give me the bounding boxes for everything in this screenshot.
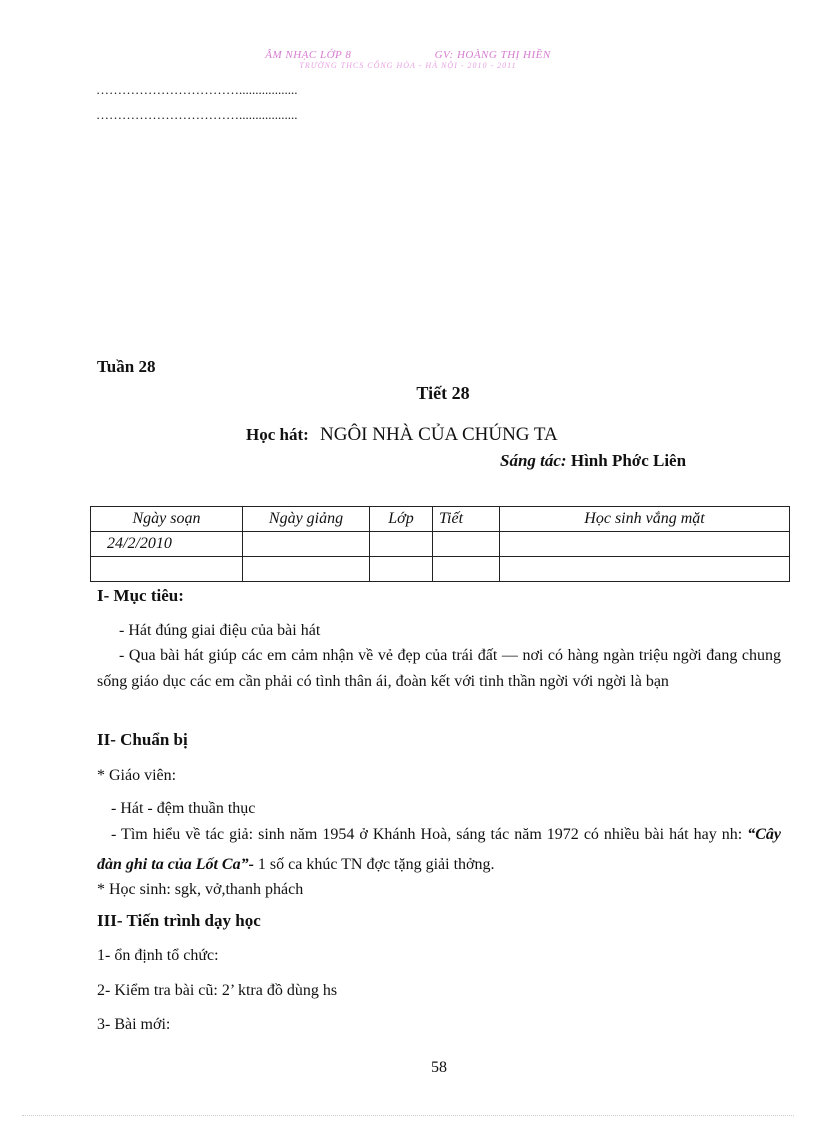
paragraph: 2- Kiểm tra bài cũ: 2’ ktra đồ dùng hs xyxy=(97,982,338,999)
col-header: Ngày giảng xyxy=(243,507,370,532)
paragraph: - Qua bài hát giúp các em cảm nhận về vẻ đẹp của trái đất — nơi có hàng ngàn triệu ngời đang chung sống giáo dục các em cần phải có tình thân ái, đoàn kết với tinh thần ngời với ngời là bạn xyxy=(97,647,781,690)
header-sub: TRƯỜNG THCS CỔNG HÒA - HÀ NỘI - 2010 - 2011 xyxy=(299,61,517,70)
table-cell xyxy=(243,532,370,557)
paragraph: * Giáo viên: xyxy=(97,767,177,784)
section-title: II- Chuẩn bị xyxy=(97,730,188,749)
lesson-plan-table xyxy=(90,506,790,582)
table-cell xyxy=(433,532,500,557)
header-left: ÂM NHẠC LỚP 8 xyxy=(265,49,352,61)
table-cell xyxy=(243,557,370,582)
table-row xyxy=(91,532,790,557)
week-label: Tuần 28 xyxy=(97,357,156,376)
song-title: NGÔI NHÀ CỦA CHÚNG TA xyxy=(320,424,558,445)
table-cell xyxy=(500,532,790,557)
page-divider xyxy=(22,1115,794,1116)
table-row xyxy=(91,557,790,582)
header-right: GV: HOÀNG THỊ HIỀN xyxy=(434,49,551,61)
text: 1 số ca khúc TN đợc tặng giải thởng. xyxy=(253,856,495,873)
song-reference: “Cây đàn ghi ta của Lốt Ca”- xyxy=(97,826,781,873)
table-header-row xyxy=(91,507,790,532)
col-header: Ngày soạn xyxy=(91,507,243,532)
col-header: Lớp xyxy=(370,507,433,532)
text: - Tìm hiểu về tác giả: sinh năm 1954 ở Khánh Hoà, sáng tác năm 1972 có nhiều bài hát hay nh: xyxy=(111,826,748,843)
dotted-line: …………………………….................. xyxy=(96,107,298,122)
composer-label: Sáng tác: xyxy=(500,451,567,470)
paragraph: - Hát đúng giai điệu của bài hát xyxy=(119,622,321,639)
page-number: 58 xyxy=(431,1059,447,1076)
paragraph: - Hát - đệm thuần thục xyxy=(111,800,256,817)
section-title: I- Mục tiêu: xyxy=(97,586,184,605)
table-cell xyxy=(500,557,790,582)
composer-name: Hình Phớc Liên xyxy=(570,451,687,470)
paragraph: 3- Bài mới: xyxy=(97,1016,171,1033)
col-header: Tiết xyxy=(433,507,500,532)
table-cell xyxy=(370,532,433,557)
lesson-label: Học hát: xyxy=(246,425,309,444)
col-header: Học sinh vắng mặt xyxy=(500,507,790,532)
composer-line xyxy=(500,451,686,471)
table-cell xyxy=(433,557,500,582)
paragraph: 1- ổn định tổ chức: xyxy=(97,947,219,964)
section-title: III- Tiến trình dạy học xyxy=(97,911,261,930)
table-cell xyxy=(91,557,243,582)
table-cell xyxy=(370,557,433,582)
page-header xyxy=(0,49,816,61)
dotted-line: …………………………….................. xyxy=(96,82,298,97)
paragraph xyxy=(97,820,781,880)
table-cell: 24/2/2010 xyxy=(91,532,243,557)
period-label: Tiết 28 xyxy=(416,383,470,403)
paragraph: * Học sinh: sgk, vở,thanh phách xyxy=(97,881,304,898)
